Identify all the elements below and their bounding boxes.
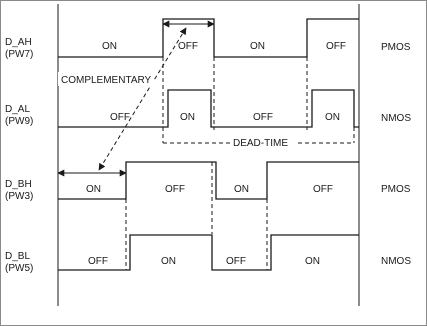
- state-label-off: OFF: [178, 41, 198, 52]
- state-label-off: OFF: [326, 41, 346, 52]
- mos-type-nmos: NMOS: [381, 113, 411, 124]
- waveform-d-al: [58, 90, 359, 127]
- pin-name-pw9: (PW9): [5, 116, 34, 127]
- state-label-off: OFF: [253, 112, 273, 123]
- state-label-off: OFF: [313, 184, 333, 195]
- state-label-on: ON: [102, 41, 117, 52]
- state-label-on: ON: [161, 256, 176, 267]
- state-label-off: OFF: [88, 256, 108, 267]
- mos-type-nmos: NMOS: [381, 256, 411, 267]
- signal-name-d-bl: D_BL: [5, 251, 31, 262]
- state-label-off: OFF: [226, 256, 246, 267]
- state-label-off: OFF: [165, 184, 185, 195]
- state-label-off: OFF: [110, 112, 130, 123]
- mos-type-pmos: PMOS: [381, 42, 411, 53]
- signal-name-d-ah: D_AH: [5, 37, 32, 48]
- state-label-on: ON: [234, 184, 249, 195]
- complementary-label: COMPLEMENTARY: [61, 75, 152, 86]
- state-label-on: ON: [305, 256, 320, 267]
- mos-type-pmos: PMOS: [381, 184, 411, 195]
- dead-time-label: DEAD-TIME: [233, 138, 288, 149]
- state-label-on: ON: [250, 41, 265, 52]
- pin-name-pw7: (PW7): [5, 49, 34, 60]
- signal-name-d-al: D_AL: [5, 104, 31, 115]
- pin-name-pw3: (PW3): [5, 191, 34, 202]
- state-label-on: ON: [325, 112, 340, 123]
- pin-name-pw5: (PW5): [5, 263, 34, 274]
- state-label-on: ON: [180, 112, 195, 123]
- signal-name-d-bh: D_BH: [5, 179, 32, 190]
- state-label-on: ON: [86, 184, 101, 195]
